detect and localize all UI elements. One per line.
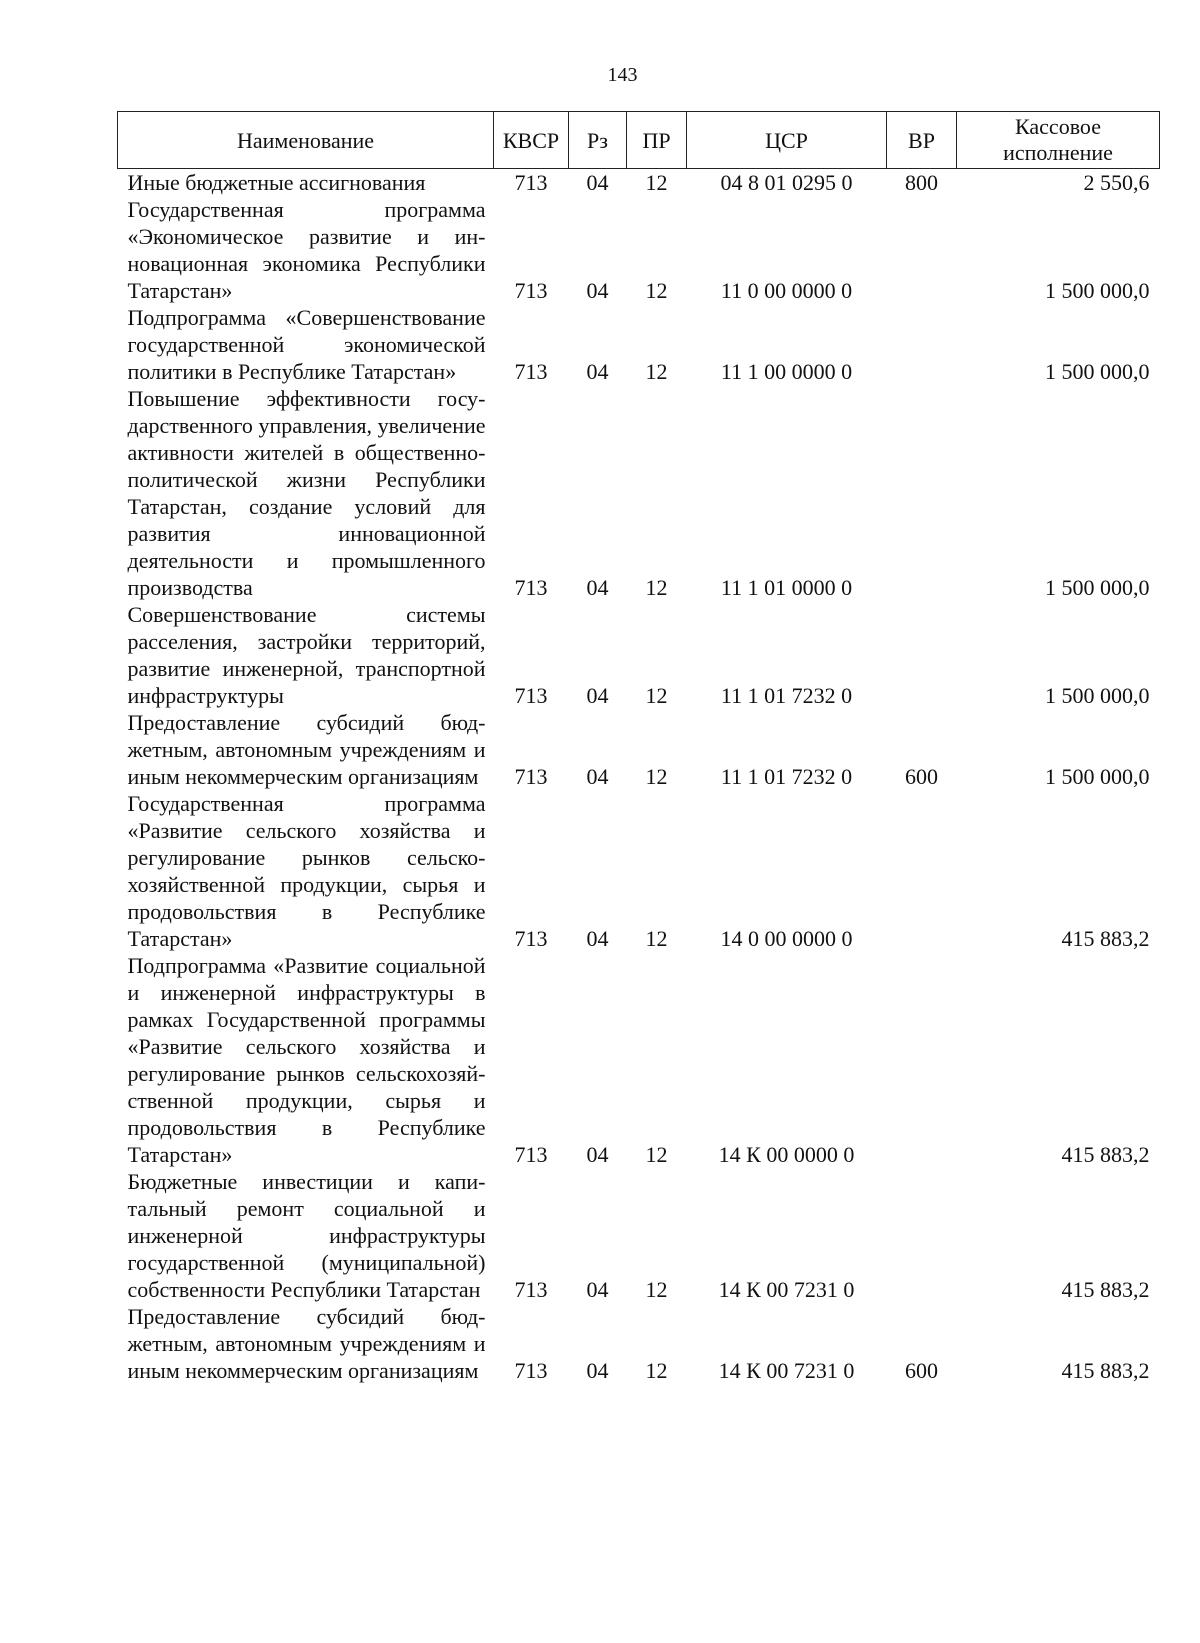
- table-row: [118, 790, 1160, 952]
- header-execution: [957, 112, 1160, 169]
- row-amount: 415 883,2: [1061, 1358, 1150, 1383]
- row-vr: [887, 952, 957, 1168]
- row-name: Совершенствование системы расселения, застройки территорий, развитие инженерной, транспортной инфраструктуры: [127, 602, 486, 708]
- table-body: [118, 169, 1160, 1385]
- row-vr: [887, 196, 957, 304]
- row-vr: [887, 790, 957, 952]
- table-row: [118, 196, 1160, 304]
- row-vr: [887, 601, 957, 709]
- table-row: [118, 1303, 1160, 1384]
- row-csr: 14 К 00 0000 0: [718, 1142, 855, 1167]
- row-amount: 1 500 000,0: [1045, 683, 1150, 708]
- row-csr: 14 К 00 7231 0: [718, 1358, 855, 1383]
- table-row: [118, 601, 1160, 709]
- page-number: 143: [607, 64, 638, 86]
- header-rz: Рз: [569, 112, 627, 169]
- row-csr: 14 К 00 7231 0: [718, 1277, 855, 1302]
- row-name: Подпрограмма «Совершенствование государственной экономической политики в Республике Татарстан»: [127, 305, 486, 384]
- row-csr: 04 8 01 0295 0: [720, 170, 853, 195]
- row-kvsr: 713: [514, 1358, 548, 1383]
- row-name: Предоставление субсидий бюджетным, автономным учреждениям и иным некоммерческим организациям: [127, 710, 486, 789]
- row-amount: 1 500 000,0: [1045, 575, 1150, 600]
- row-name: Государственная программа «Развитие сельского хозяйства и регулирование рынков сельскохозяйственной продукции, сырья и продовольствия в Республике Татарстан»: [127, 791, 486, 951]
- row-csr: 11 1 01 7232 0: [720, 764, 853, 789]
- row-csr: 14 0 00 0000 0: [720, 926, 853, 951]
- row-amount: 1 500 000,0: [1045, 764, 1150, 789]
- row-pr: 12: [645, 278, 668, 303]
- row-pr: 12: [645, 764, 668, 789]
- row-csr: 11 1 01 0000 0: [720, 575, 853, 600]
- row-kvsr: 713: [514, 1142, 548, 1167]
- header-vr: ВР: [887, 112, 957, 169]
- header-csr: ЦСР: [687, 112, 887, 169]
- row-vr: 600: [905, 1358, 938, 1383]
- row-csr: 11 1 00 0000 0: [720, 359, 853, 384]
- row-rz: 04: [586, 359, 609, 384]
- row-csr: 11 1 01 7232 0: [720, 683, 853, 708]
- row-kvsr: 713: [514, 1277, 548, 1302]
- row-vr: [887, 385, 957, 601]
- row-kvsr: 713: [514, 683, 548, 708]
- row-amount: 1 500 000,0: [1045, 359, 1150, 384]
- row-pr: 12: [645, 1358, 668, 1383]
- row-rz: 04: [586, 170, 609, 195]
- row-rz: 04: [586, 926, 609, 951]
- table-row: [118, 304, 1160, 385]
- row-name: Повышение эффективности государственного управления, увеличение активности жителей в общественно-политической жизни Республики Татарстан, создание условий для развития инновационной деятельности и промышленного производства: [127, 386, 486, 600]
- row-amount: 415 883,2: [1061, 926, 1150, 951]
- row-csr: 11 0 00 0000 0: [720, 278, 853, 303]
- header-pr: ПР: [627, 112, 687, 169]
- row-rz: 04: [586, 1142, 609, 1167]
- row-kvsr: 713: [514, 278, 548, 303]
- row-vr: 800: [905, 170, 938, 195]
- row-rz: 04: [586, 1358, 609, 1383]
- header-name: Наименование: [118, 112, 494, 169]
- table-header: [118, 112, 1160, 169]
- row-kvsr: 713: [514, 359, 548, 384]
- row-rz: 04: [586, 764, 609, 789]
- row-rz: 04: [586, 1277, 609, 1302]
- row-pr: 12: [645, 1277, 668, 1302]
- row-pr: 12: [645, 170, 668, 195]
- row-vr: 600: [905, 764, 938, 789]
- row-pr: 12: [645, 683, 668, 708]
- header-execution-line1: Кассовое: [1015, 114, 1101, 139]
- row-amount: 1 500 000,0: [1045, 278, 1150, 303]
- row-pr: 12: [645, 359, 668, 384]
- row-pr: 12: [645, 1142, 668, 1167]
- header-execution-line2: исполнение: [1003, 140, 1113, 165]
- row-name: Бюджетные инвестиции и капитальный ремонт социальной и инженерной инфраструктуры государственной (муниципальной) собственности Республики Татарстан: [127, 1169, 486, 1302]
- row-vr: [887, 304, 957, 385]
- row-kvsr: 713: [514, 926, 548, 951]
- table-row: [118, 1168, 1160, 1303]
- row-amount: 415 883,2: [1061, 1277, 1150, 1302]
- row-pr: 12: [645, 575, 668, 600]
- header-kvsr: КВСР: [494, 112, 569, 169]
- row-kvsr: 713: [514, 170, 548, 195]
- table-row: [118, 709, 1160, 790]
- row-rz: 04: [586, 683, 609, 708]
- row-name: Подпрограмма «Развитие социальной и инженерной инфраструктуры в рамках Государственной программы «Развитие сельского хозяйства и регулирование рынков сельскохозяйственной продукции, сырья и продовольствия в Республике Татарстан»: [127, 953, 486, 1167]
- row-rz: 04: [586, 575, 609, 600]
- row-pr: 12: [645, 926, 668, 951]
- row-kvsr: 713: [514, 575, 548, 600]
- table-row: [118, 952, 1160, 1168]
- row-name: Государственная программа «Экономическое развитие и инновационная экономика Республики Татарстан»: [127, 197, 486, 303]
- row-kvsr: 713: [514, 764, 548, 789]
- row-vr: [887, 1168, 957, 1303]
- row-name: Иные бюджетные ассигнования: [127, 170, 426, 195]
- row-name: Предоставление субсидий бюджетным, автономным учреждениям и иным некоммерческим организациям: [127, 1304, 486, 1383]
- table-row: [118, 169, 1160, 197]
- budget-table: [117, 111, 1160, 1384]
- row-amount: 2 550,6: [1083, 170, 1150, 195]
- row-amount: 415 883,2: [1061, 1142, 1150, 1167]
- table-row: [118, 385, 1160, 601]
- row-rz: 04: [586, 278, 609, 303]
